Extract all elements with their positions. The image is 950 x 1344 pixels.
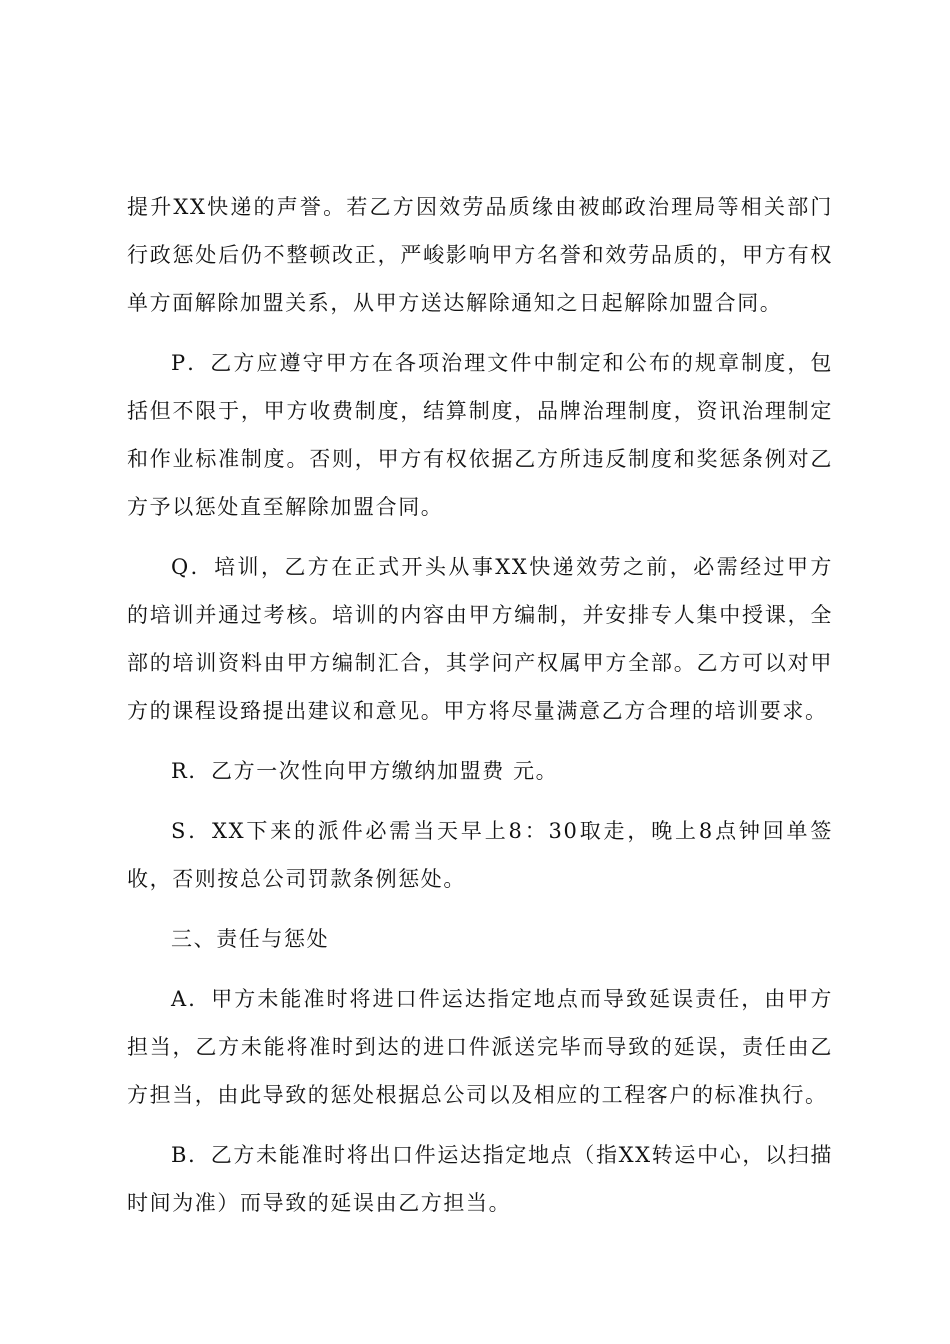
- paragraph-clause-p: P．乙方应遵守甲方在各项治理文件中制定和公布的规章制度，包括但不限于，甲方收费制度，结算制度，品牌治理制度，资讯治理制定和作业标准制度。否则，甲方有权依据乙方所违反制度和奖惩条例对乙方予以惩处直至解除加盟合同。: [127, 351, 833, 519]
- paragraph-clause-b: B．乙方未能准时将出口件运达指定地点（指XX转运中心，以扫描时间为准）而导致的延误由乙方担当。: [127, 1143, 833, 1215]
- section-heading: 三、责任与惩处: [171, 927, 330, 951]
- paragraph-clause-a: A．甲方未能准时将进口件运达指定地点而导致延误责任，由甲方担当，乙方未能将准时到达的进口件派送完毕而导致的延误，责任由乙方担当，由此导致的惩处根据总公司以及相应的工程客户的标准执行。: [127, 987, 833, 1107]
- document-body: [127, 183, 833, 1239]
- paragraph-continuation: 提升XX快递的声誉。若乙方因效劳品质缘由被邮政治理局等相关部门行政惩处后仍不整顿改正，严峻影响甲方名誉和效劳品质的，甲方有权单方面解除加盟关系，从甲方送达解除通知之日起解除加盟合同。: [127, 195, 833, 315]
- paragraph-clause-r: R．乙方一次性向甲方缴纳加盟费 元。: [171, 759, 559, 783]
- paragraph-clause-s: S．XX下来的派件必需当天早上8：30取走，晚上8点钟回单签收，否则按总公司罚款条例惩处。: [127, 819, 833, 891]
- paragraph-clause-q: Q．培训，乙方在正式开头从事XX快递效劳之前，必需经过甲方的培训并通过考核。培训的内容由甲方编制，并安排专人集中授课，全部的培训资料由甲方编制汇合，其学问产权属甲方全部。乙方可以对甲方的课程设臵提出建议和意见。甲方将尽量满意乙方合理的培训要求。: [127, 555, 833, 723]
